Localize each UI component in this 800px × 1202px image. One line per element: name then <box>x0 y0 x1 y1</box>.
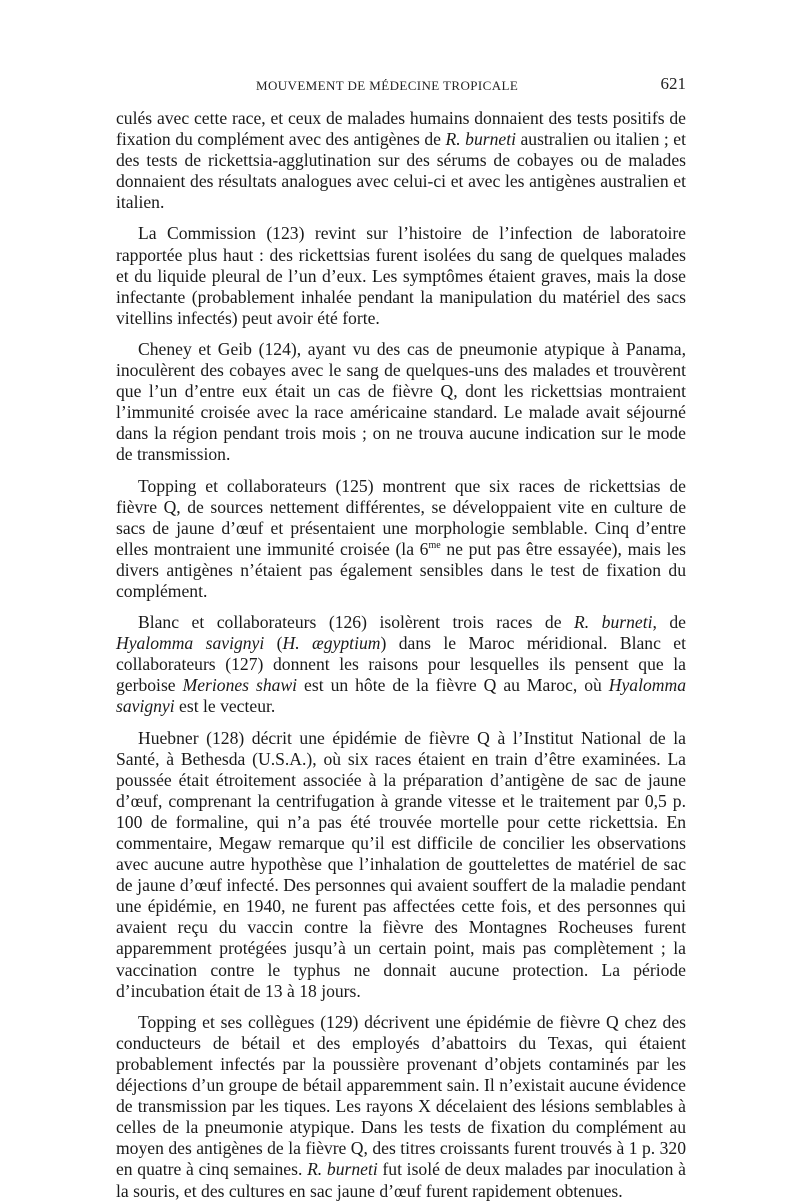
page-header <box>116 74 686 98</box>
text-run: est le vecteur. <box>174 696 276 717</box>
text-run: Cheney et Geib (124), ayant vu des cas de pneumonie atypique à Panama, inoculèrent des cobayes avec le sang de quelques-uns des malades et trouvèrent que l’un d’entre eux était un cas de fièvre Q, dont les rickettsias montraient l’immunité croisée avec la race américaine standard. Le malade avait séjourné dans la région pendant trois mois ; on ne trouva aucune indication sur le mode de transmission. <box>116 338 686 465</box>
text-run: australien ou italien ; et des tests de rickettsia-agglutination sur des sérums de cobayes ou de malades donnaient des résultats analogues avec celui-ci et avec les antigènes australien et italien. <box>116 129 686 213</box>
text-run: est un hôte de la fièvre Q au Maroc, où <box>297 675 609 696</box>
text-run: ne put pas être essayée), mais les divers antigènes n’étaient pas également sensibles dans le test de fixation du complément. <box>116 538 687 601</box>
paragraph <box>116 339 686 466</box>
italic-run: R. burneti <box>574 612 653 633</box>
text-run: ) dans le Maroc méridional. Blanc et collaborateurs (127) donnent les raisons pour lesquelles ils pensent que la gerboise <box>116 633 686 696</box>
running-title: MOUVEMENT DE MÉDECINE TROPICALE <box>256 78 519 93</box>
paragraph <box>116 728 686 1002</box>
paragraph <box>116 476 686 603</box>
text-run: Topping et collaborateurs (125) montrent que six races de rickettsias de fièvre Q, de sources nettement différentes, se développaient vite en culture de sacs de jaune d’œuf et présentaient une morphologie semblable. Cinq d’entre elles montraient une immunité croisée (la 6 <box>116 475 686 559</box>
text-run: , de <box>652 612 686 633</box>
page-number: 621 <box>660 74 686 93</box>
text-run: ( <box>264 633 283 654</box>
superscript-run: me <box>428 539 441 551</box>
paragraph <box>116 108 686 213</box>
italic-run: Hyalomma savignyi <box>116 675 686 717</box>
text-run: La Commission (123) revint sur l’histoire de l’infection de laboratoire rapportée plus haut : des rickettsias furent isolées du sang de quelques malades et du liquide pleural de l’un d’eux. Les symptômes étaient graves, mais la dose infectante (probablement inhalée pendant la manipulation du matériel des sacs vitellins infectés) peut avoir été forte. <box>116 223 686 328</box>
text-run: culés avec cette race, et ceux de malades humains donnaient des tests positifs de fixation du complément avec des antigènes de <box>116 108 686 150</box>
italic-run: R. burneti <box>307 1159 378 1180</box>
body-text <box>116 108 686 1202</box>
paragraph <box>116 223 686 328</box>
text-run: Huebner (128) décrit une épidémie de fièvre Q à l’Institut National de la Santé, à Bethesda (U.S.A.), où six races étaient en train d’être examinées. La poussée était étroitement associée à la préparation d’antigène de sac de jaune d’œuf, comprenant la centrifugation à grande vitesse et le traitement par 0,5 p. 100 de formaline, qui n’a pas été trouvée mortelle pour cette rickettsia. En commentaire, Megaw remarque qu’il est difficile de concilier les observations avec aucune autre hypothèse que l’inhalation de gouttelettes de matériel de sac de jaune d’œuf infecté. Des personnes qui avaient souffert de la maladie pendant une épidémie, en 1940, ne furent pas affectées cette fois, et des personnes qui avaient reçu du vaccin contre la fièvre des Montagnes Rocheuses furent apparemment protégées jusqu’à un certain point, mais pas complètement ; la vaccination contre le typhus ne donnait aucune protection. La période d’incubation était de 13 à 18 jours. <box>116 727 686 1001</box>
italic-run: Meriones shawi <box>182 675 298 696</box>
italic-run: H. ægyptium <box>282 633 381 654</box>
italic-run: Hyalomma savignyi <box>116 633 265 654</box>
paragraph <box>116 1012 686 1202</box>
text-run: fut isolé de deux malades par inoculation à la souris, et des cultures en sac jaune d’œuf furent rapidement obtenues. <box>116 1159 686 1201</box>
text-run: Topping et ses collègues (129) décrivent une épidémie de fièvre Q chez des conducteurs de bétail et des employés d’abattoirs du Texas, qui étaient probablement infectés par la poussière provenant d’objets contaminés par les déjections d’un groupe de bétail apparemment sain. Il n’existait aucune évidence de transmission par les tiques. Les rayons X décelaient des lésions semblables à celles de la pneumonie atypique. Dans les tests de fixation du complément au moyen des antigènes de la fièvre Q, des titres croissants furent trouvés à 1 p. 320 en quatre à cinq semaines. <box>116 1011 686 1180</box>
italic-run: R. burneti <box>445 129 516 150</box>
text-run: Blanc et collaborateurs (126) isolèrent trois races de <box>138 612 575 633</box>
paragraph <box>116 612 686 717</box>
